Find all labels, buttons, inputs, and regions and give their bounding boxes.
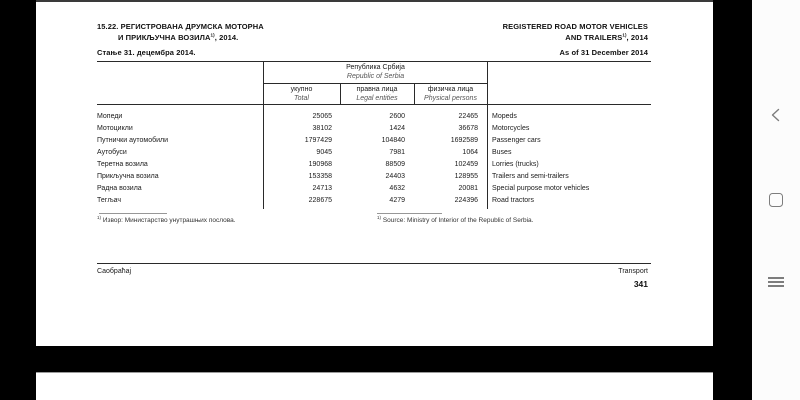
- header-bottom-rule: [97, 104, 651, 105]
- page-title-serbian: [97, 21, 264, 43]
- system-navigation-bar: [752, 0, 800, 400]
- table-row: [97, 123, 651, 135]
- title-sr-line2: И ПРИКЉУЧНА ВОЗИЛА$^{1)}$, 2014.: [118, 32, 239, 42]
- cell-legal: 4279: [389, 197, 405, 204]
- cell-legal: 7981: [389, 149, 405, 156]
- row-label-sr: Мотоцикли: [97, 125, 133, 132]
- back-button[interactable]: [752, 95, 800, 135]
- cell-legal: 104840: [381, 137, 405, 144]
- table-row: [97, 159, 651, 171]
- column-header-physical-persons: физичка лица Physical persons: [424, 86, 477, 102]
- cell-total: 228675: [308, 197, 332, 204]
- cell-physical: 128955: [454, 173, 478, 180]
- cell-legal: 24403: [385, 173, 405, 180]
- footnote-ref-mark: 1): [210, 32, 215, 38]
- region-header-rule: [263, 83, 488, 84]
- hamburger-menu-icon: [768, 274, 784, 289]
- table-row: [97, 171, 651, 183]
- status-date-serbian: Стање 31. децембра 2014.: [97, 48, 196, 57]
- next-page-edge: [36, 372, 713, 400]
- document-page: [36, 0, 713, 346]
- row-label-en: Trailers and semi-trailers: [492, 173, 569, 180]
- title-en-line1: REGISTERED ROAD MOTOR VEHICLES: [502, 22, 648, 31]
- title-sr-line1: 15.22. РЕГИСТРОВАНА ДРУМСКА МОТОРНА: [97, 22, 264, 31]
- cell-total: 153358: [308, 173, 332, 180]
- row-label-sr: Тегљач: [97, 197, 122, 204]
- table-body: [97, 111, 651, 207]
- cell-legal: 2600: [389, 113, 405, 120]
- footnote-english: $^{1)}$ Source: Ministry of Interior of the Republic of Serbia.: [377, 214, 534, 224]
- recents-menu-button[interactable]: [752, 262, 800, 302]
- table-top-rule: [97, 61, 651, 62]
- table-row: [97, 183, 651, 195]
- table-row: [97, 195, 651, 207]
- row-label-en: Special purpose motor vehicles: [492, 185, 590, 192]
- home-button[interactable]: [752, 180, 800, 220]
- cell-physical: 22465: [458, 113, 478, 120]
- row-label-sr: Прикључна возила: [97, 173, 159, 180]
- row-label-sr: Радна возила: [97, 185, 142, 192]
- page-title-english: [348, 21, 648, 43]
- cell-total: 190968: [308, 161, 332, 168]
- footnote-rule-right: [377, 213, 442, 214]
- row-label-en: Buses: [492, 149, 512, 156]
- page-number: 341: [633, 279, 648, 289]
- footnote-rule-left: [99, 213, 167, 214]
- cell-total: 25065: [312, 113, 332, 120]
- table-row: [97, 147, 651, 159]
- row-label-sr: Теретна возила: [97, 161, 148, 168]
- cell-legal: 88509: [385, 161, 405, 168]
- home-square-icon: [769, 193, 783, 207]
- row-label-en: Passenger cars: [492, 137, 541, 144]
- chevron-left-icon: [769, 107, 783, 123]
- chapter-name-serbian: Саобраћај: [97, 268, 132, 275]
- cell-physical: 102459: [454, 161, 478, 168]
- cell-physical: 1064: [462, 149, 478, 156]
- footnote-ref-mark: 1): [622, 32, 627, 38]
- footnote-ref-mark: 1): [377, 214, 382, 220]
- cell-total: 24713: [312, 185, 332, 192]
- cell-legal: 4632: [389, 185, 405, 192]
- table-row: [97, 111, 651, 123]
- table-row: [97, 135, 651, 147]
- row-label-sr: Мопеди: [97, 113, 123, 120]
- cell-total: 9045: [316, 149, 332, 156]
- cell-legal: 1424: [389, 125, 405, 132]
- cell-physical: 224396: [454, 197, 478, 204]
- cell-physical: 36678: [458, 125, 478, 132]
- region-name-english: Republic of Serbia: [346, 73, 405, 80]
- footnote-ref-mark: 1): [97, 214, 102, 220]
- cell-physical: 20081: [458, 185, 478, 192]
- chapter-name-english: Transport: [618, 268, 648, 275]
- cell-total: 1797429: [304, 137, 332, 144]
- row-label-en: Motorcycles: [492, 125, 530, 132]
- column-header-legal-entities: правна лица Legal entities: [356, 86, 398, 102]
- row-label-en: Road tractors: [492, 197, 535, 204]
- cell-total: 38102: [312, 125, 332, 132]
- column-header-total: укупно Total: [290, 86, 313, 102]
- row-label-sr: Путнички аутомобили: [97, 137, 169, 144]
- status-date-english: As of 31 December 2014: [559, 48, 648, 57]
- cell-physical: 1692589: [450, 137, 478, 144]
- title-en-line2: AND TRAILERS$^{1)}$, 2014: [565, 32, 648, 42]
- row-label-en: Mopeds: [492, 113, 517, 120]
- region-header: [264, 63, 487, 81]
- footer-rule: [97, 263, 651, 264]
- footnote-serbian: $^{1)}$ Извор: Министарство унутрашњих послова.: [97, 214, 236, 224]
- row-label-en: Lorries (trucks): [492, 161, 539, 168]
- row-label-sr: Аутобуси: [97, 149, 127, 156]
- region-name-serbian: Република Србија: [346, 64, 405, 71]
